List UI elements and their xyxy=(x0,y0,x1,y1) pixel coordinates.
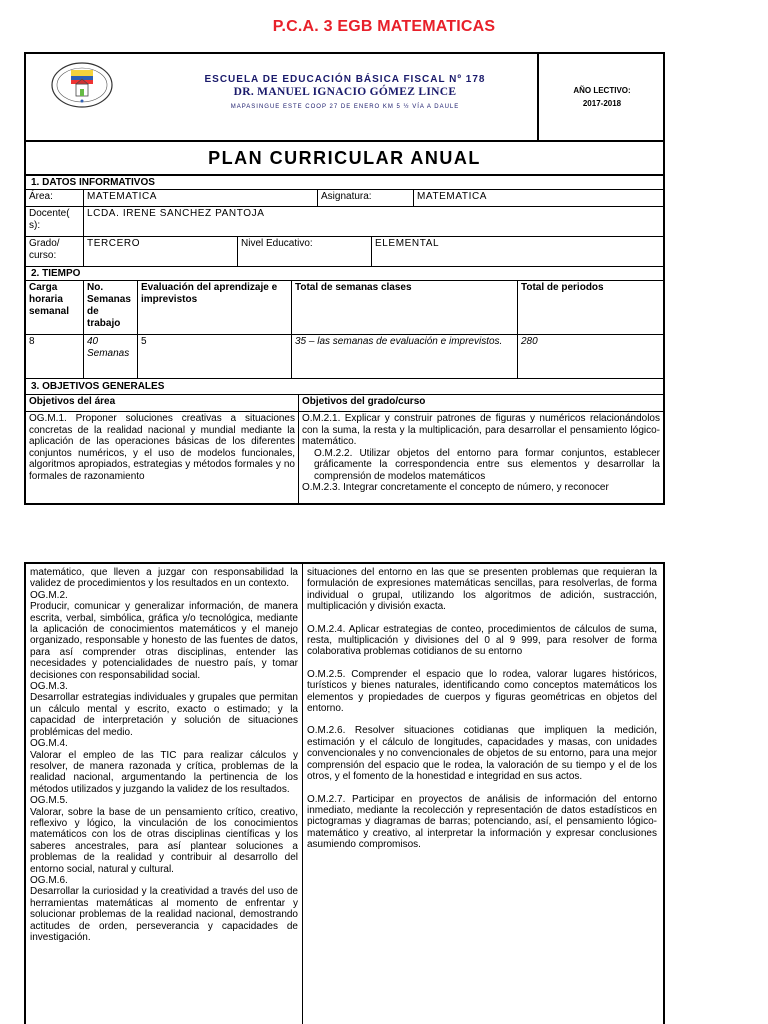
section-tiempo: 2. TIEMPO xyxy=(26,267,663,281)
objetivo-ogm4-text: Valorar el empleo de las TIC para realizar cálculos y resolver, de manera razonada y crítica, problemas de la realidad nacional, argumentando la pertinencia de los métodos utilizados y juzgando la validez de los resultados. xyxy=(30,749,298,795)
objetivo-ogm2-code: OG.M.2. xyxy=(30,589,68,601)
th-total-semanas: Total de semanas clases xyxy=(292,281,518,334)
objetivo-om27: O.M.2.7. Participar en proyectos de análisis de información del entorno inmediato, mediante la recolección y representación de datos estadísticos en pictogramas y diagramas de barras; potenciando, así, el pensamiento lógico-matemático y creativo, al interpretar la información y expresar conclusiones asumiendo compromisos. xyxy=(307,793,657,851)
td-semanas-trabajo: 40 Semanas xyxy=(84,335,138,378)
objetivo-ogm5-text: Valorar, sobre la base de un pensamiento crítico, creativo, reflexivo y lógico, la vinculación de los conocimientos matemáticos con los de otras disciplinas científicas y los saberes ancestrales, para así plantear soluciones a problemas de la realidad y contribuir al desarrollo del entorno social, natural y cultural. xyxy=(30,806,298,875)
objetivo-om23-continued: situaciones del entorno en las que se presenten problemas que requieran la formulación de expresiones matemáticas sencillas, para resolverlas, de forma individual o grupal, utilizando los algoritmos de adición, sustracción, multiplicación y división exacta. xyxy=(307,567,657,613)
docente-label: Docente( s): xyxy=(26,207,84,236)
area-text-continued: matemático, que lleven a juzgar con responsabilidad la validez de procedimientos y los resultados en un contexto. xyxy=(30,567,298,590)
year-label: AÑO LECTIVO: xyxy=(573,86,631,95)
td-total-semanas: 35 – las semanas de evaluación e imprevistos. xyxy=(292,335,518,378)
objetivos-area-text-p2 xyxy=(26,564,303,1024)
page-title: P.C.A. 3 EGB MATEMATICAS xyxy=(272,18,496,35)
section-objetivos: 3. OBJETIVOS GENERALES xyxy=(26,379,663,395)
school-logo-icon xyxy=(51,62,113,108)
area-value: MATEMATICA xyxy=(84,190,318,206)
objetivos-area-text-p1: OG.M.1. Proponer soluciones creativas a situaciones concretas de la realidad nacional y mundial mediante la aplicación de las operaciones básicas de los diferentes conjuntos numéricos, y el uso de modelos funcionales, algoritmos apropiados, estrategias y métodos formales y no formales de razonamiento xyxy=(26,412,299,503)
td-evaluacion: 5 xyxy=(138,335,292,378)
objetivo-om23-start: O.M.2.3. Integrar concretamente el concepto de número, y reconocer xyxy=(302,482,609,493)
objetivo-om22: O.M.2.2. Utilizar objetos del entorno para formar conjuntos, establecer gráficamente la correspondencia entre sus elementos y desarrollar la comprensión de modelos matemáticos xyxy=(314,447,660,482)
docente-value: LCDA. IRENE SANCHEZ PANTOJA xyxy=(87,208,265,219)
objetivo-ogm6-code: OG.M.6. xyxy=(30,874,68,886)
asignatura-value: MATEMATICA xyxy=(417,191,488,202)
objetivos-body-page1 xyxy=(26,412,663,503)
school-header xyxy=(26,54,663,142)
objetivos-header-row xyxy=(26,395,663,412)
area-label: Área: xyxy=(26,190,84,206)
objetivos-grado-text-p2 xyxy=(303,564,663,1024)
objetivo-om21: O.M.2.1. Explicar y construir patrones de figuras y numéricos relacionándolos con la suma, la resta y la multiplicación, para desarrollar el pensamiento lógico-matemático. xyxy=(302,413,660,447)
grado-label: Grado/ curso: xyxy=(26,237,84,266)
year-value: 2017-2018 xyxy=(582,99,622,108)
objetivo-ogm3-code: OG.M.3. xyxy=(30,681,68,693)
th-total-periodos: Total de periodos xyxy=(521,282,604,293)
td-total-periodos: 280 xyxy=(521,336,538,347)
th-carga-horaria: Carga horaria semanal xyxy=(26,281,84,334)
objetivo-ogm5-code: OG.M.5. xyxy=(30,795,68,807)
section-datos-informativos: 1. DATOS INFORMATIVOS xyxy=(26,176,663,190)
objetivo-om25: O.M.2.5. Comprender el espacio que lo rodea, valorar lugares históricos, turísticos y bienes naturales, identificando como conceptos matemáticos los elementos y propiedades de cuerpos y figuras geométricas en objetos del entorno. xyxy=(307,668,657,715)
objetivo-ogm3-text: Desarrollar estrategias individuales y grupales que permitan un cálculo mental y escrito, exacto o estimado; y la capacidad de interpretación y solución de situaciones problémicas del medio. xyxy=(30,692,298,738)
school-name: ESCUELA DE EDUCACIÓN BÁSICA FISCAL Nº 178 xyxy=(204,74,486,85)
row-area xyxy=(26,190,663,207)
objetivo-ogm6-text: Desarrollar la curiosidad y la creatividad a través del uso de herramientas matemáticas al momento de enfrentar y solucionar problemas de la realidad nacional, demostrando actitudes de orden, perseverancia y capacidades de investigación. xyxy=(30,886,298,943)
plan-title: PLAN CURRICULAR ANUAL xyxy=(26,142,663,176)
th-objetivos-grado: Objetivos del grado/curso xyxy=(302,396,426,407)
th-evaluacion: Evaluación del aprendizaje e imprevistos xyxy=(138,281,292,334)
row-docente xyxy=(26,207,663,237)
objetivo-ogm4-code: OG.M.4. xyxy=(30,738,68,750)
nivel-label: Nivel Educativo: xyxy=(238,237,372,266)
school-year-box xyxy=(537,54,665,140)
td-carga-horaria: 8 xyxy=(26,335,84,378)
asignatura-label: Asignatura: xyxy=(318,190,414,206)
th-semanas-trabajo: No. Semanas de trabajo xyxy=(84,281,138,334)
objetivo-om26: O.M.2.6. Resolver situaciones cotidianas que impliquen la medición, estimación y el cálculo de longitudes, capacidades y masas, con unidades convencionales y no convencionales de objetos de su entorno, para una mejor comprensión del espacio que le rodea, la valoración de su tiempo y el de los otros, y el fomento de la honestidad e integridad en sus actos. xyxy=(307,725,657,783)
tiempo-header-row xyxy=(26,281,663,335)
th-objetivos-area: Objetivos del área xyxy=(26,395,299,411)
nivel-value: ELEMENTAL xyxy=(375,238,440,249)
row-grado xyxy=(26,237,663,267)
objetivos-grado-text-p1 xyxy=(299,412,663,503)
document-page-1 xyxy=(24,52,665,505)
school-address: MAPASINGUE ESTE COOP 27 DE ENERO KM 5 ½ VÍA A DAULE xyxy=(230,104,460,110)
objetivo-ogm2-text: Producir, comunicar y generalizar información, de manera escrita, verbal, simbólica, gráfica y/o tecnológica, mediante la aplicación de conocimientos matemáticos y el manejo organizado, responsable y honesto de las fuentes de datos, para así comprender otras disciplinas, entender las necesidades y potencialidades de nuestro país, y tomar decisiones con responsabilidad social. xyxy=(30,601,298,681)
tiempo-value-row xyxy=(26,335,663,379)
school-patron: DR. MANUEL IGNACIO GÓMEZ LINCE xyxy=(233,86,457,98)
objetivo-om24: O.M.2.4. Aplicar estrategias de conteo, procedimientos de cálculos de suma, resta, multiplicación y divisiones del 0 al 9 999, para resolver de forma colaborativa problemas cotidianos de su entorno xyxy=(307,623,657,658)
grado-value: TERCERO xyxy=(84,237,238,266)
document-page-2 xyxy=(24,562,665,1024)
